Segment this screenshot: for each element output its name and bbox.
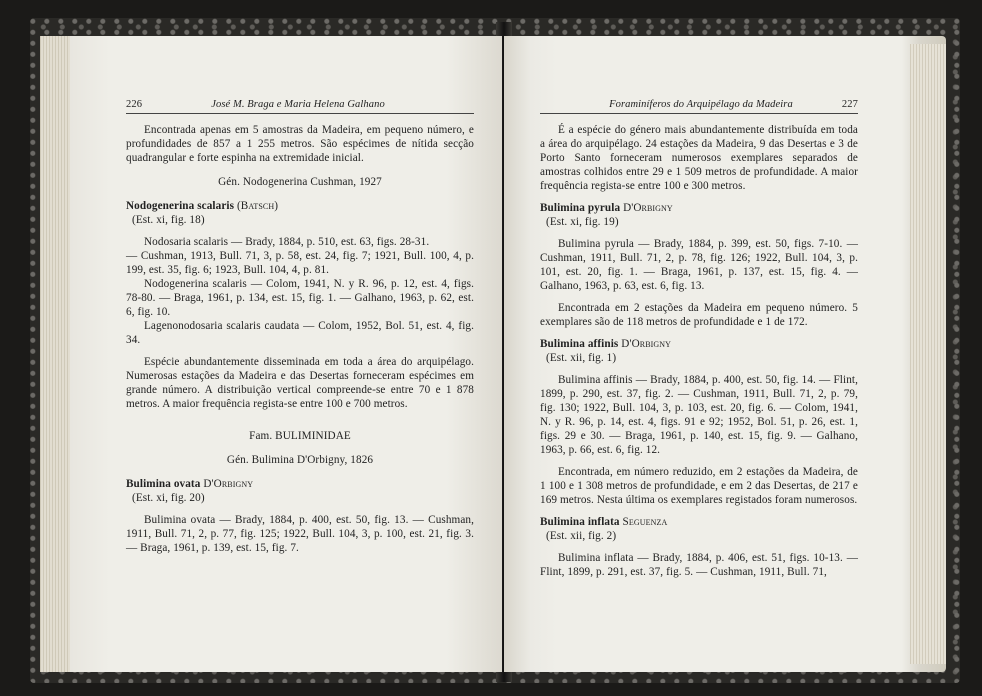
synonymy-list: [126, 513, 474, 555]
species-name: Bulimina pyrula: [540, 202, 621, 214]
synonymy-entry: Lagenonodosaria scalaris caudata — Colom, 1952, Bol. 51, est. 4, fig. 34.: [126, 320, 474, 346]
synonymy-entry: Bulimina ovata — Brady, 1884, p. 400, est. 50, fig. 13. — Cushman, 1911, Bull. 71, 2, p. 77, fig. 125; 1922, Bull. 104, 3, p. 100, est. 21, fig. 3. — Braga, 1961, p. 139, est. 15, fig. 7.: [126, 514, 474, 554]
paragraph: Espécie abundantemente disseminada em toda a área do arquipélago. Numerosas estações da Madeira e das Desertas forneceram espécimes em grande número. A distribuição vertical compreende-se entre 70 e 1 878 metros. A maior frequência regista-se entre 100 e 700 metros.: [126, 356, 474, 410]
species-author: D'Orbigny: [623, 202, 673, 214]
plate-reference: (Est. xi, fig. 19): [546, 216, 619, 228]
plate-reference: (Est. xi, fig. 18): [132, 214, 205, 226]
right-running-header: [540, 98, 858, 114]
species-author: Seguenza: [622, 516, 668, 528]
left-page-text: [126, 98, 474, 563]
page-edges-right: [910, 44, 946, 664]
right-page-text: [540, 98, 858, 587]
running-head: Foraminíferos do Arquipélago da Madeira: [609, 99, 793, 110]
synonymy-list: [540, 237, 858, 293]
species-heading: [126, 199, 474, 213]
paragraph: Encontrada apenas em 5 amostras da Madeira, em pequeno número, e profundidades de 857 a 1 255 metros. São espécimes de nítida secção quadrangular e forte espinha na extremidade inicial.: [126, 124, 474, 164]
synonymy-entry: Bulimina affinis — Brady, 1884, p. 400, est. 50, fig. 14. — Flint, 1899, p. 290, est. 37, fig. 2. — Cushman, 1911, Bull. 71, 2, p. 79, fig. 130; 1922, Bull. 104, 3, p. 103, est. 20, fig. 6. — Colom, 1941, N. y R. 96, p. 14, est. 4, figs. 91 e 92; 1952, Bol. 51, p. 26, est. 1, figs. 29 e 30. — Braga, 1961, p. 140, est. 15, fig. 9. — Galhano, 1963, p. 66, est. 6, fig. 12.: [540, 374, 858, 456]
synonymy-entry: Nodogenerina scalaris — Colom, 1941, N. y R. 96, p. 12, est. 4, figs. 78-80. — Braga, 1961, p. 134, est. 15, fig. 1. — Galhano, 1963, p. 62, est. 6, fig. 10.: [126, 278, 474, 318]
running-head: José M. Braga e Maria Helena Galhano: [211, 99, 385, 110]
plate-reference: (Est. xii, fig. 2): [546, 530, 617, 542]
genus-heading: Gén. Nodogenerina Cushman, 1927: [218, 176, 382, 188]
synonymy-entry: Bulimina pyrula — Brady, 1884, p. 399, est. 50, figs. 7-10. — Cushman, 1911, Bull. 71, 2, p. 78, fig. 126; 1922, Bull. 104, 3, p. 101, est. 20, fig. 1. — Braga, 1961, p. 137, est. 15, fig. 4. — Galhano, 1963, p. 63, est. 6, fig. 13.: [540, 238, 858, 292]
synonymy-list: [126, 235, 474, 347]
synonymy-list: [540, 373, 858, 457]
synonymy-list: [540, 551, 858, 579]
genus-heading: Gén. Bulimina D'Orbigny, 1826: [226, 454, 374, 466]
family-heading: Fam. BULIMINIDAE: [249, 430, 351, 442]
left-page: [40, 36, 502, 672]
species-heading: [540, 201, 858, 215]
synonymy-entry: Nodosaria scalaris — Brady, 1884, p. 510, est. 63, figs. 28-31.: [144, 236, 430, 248]
synonymy-entry: — Cushman, 1913, Bull. 71, 3, p. 58, est. 24, fig. 7; 1921, Bull. 100, 4, p. 199, est. 35, fig. 6; 1923, Bull. 104, 4, p. 81.: [126, 250, 474, 276]
page-number: 226: [126, 99, 143, 110]
page-edges-left: [40, 36, 70, 672]
species-heading: [126, 477, 474, 491]
species-author: (Batsch): [236, 200, 279, 212]
paragraph: Encontrada em 2 estações da Madeira em pequeno número. 5 exemplares são de 118 metros de profundidade e 1 de 172.: [540, 302, 858, 328]
species-heading: [540, 515, 858, 529]
plate-reference: (Est. xii, fig. 1): [546, 352, 617, 364]
species-author: D'Orbigny: [621, 338, 672, 350]
species-name: Bulimina inflata: [540, 516, 620, 528]
synonymy-entry: Bulimina inflata — Brady, 1884, p. 406, est. 51, figs. 10-13. — Flint, 1899, p. 291, est. 37, fig. 5. — Cushman, 1911, Bull. 71,: [540, 552, 858, 578]
species-name: Bulimina affinis: [540, 338, 619, 350]
species-name: Bulimina ovata: [126, 478, 201, 490]
right-page: [504, 36, 946, 672]
paragraph: Encontrada, em número reduzido, em 2 estações da Madeira, de 1 100 e 1 308 metros de profundidade, e em 2 das Desertas, de 217 e 169 metros. Nesta última os exemplares registados foram numerosos.: [540, 466, 858, 506]
plate-reference: (Est. xi, fig. 20): [132, 492, 205, 504]
page-number: 227: [841, 99, 858, 110]
left-running-header: [126, 98, 474, 114]
paragraph: É a espécie do género mais abundantemente distribuída em toda a área do arquipélago. 24 estações da Madeira, 9 das Desertas e 3 de Porto Santo forneceram numerosos exemplares separados de amostras colhidos entre 29 e 1 509 metros de profundidade. A maior frequência regista-se entre 100 e 300 metros.: [540, 124, 858, 192]
species-name: Nodogenerina scalaris: [126, 200, 235, 212]
species-heading: [540, 337, 858, 351]
species-author: D'Orbigny: [203, 478, 254, 490]
